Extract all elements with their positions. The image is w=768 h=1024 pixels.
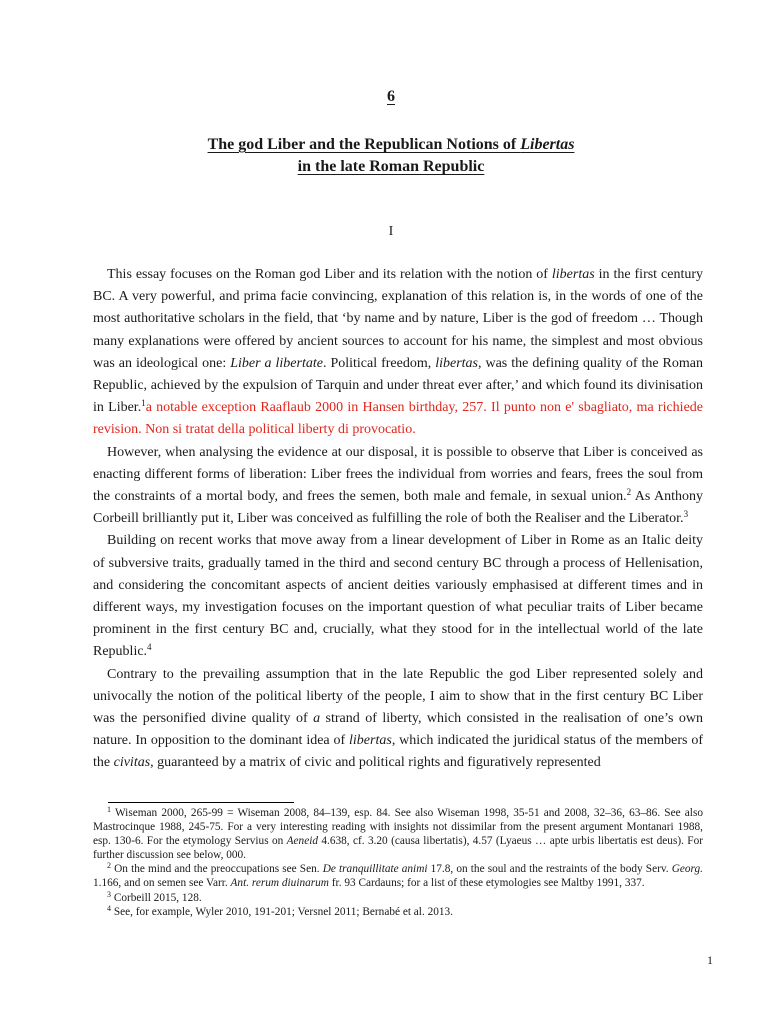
text-run: This essay focuses on the Roman god Liber and its relation with the notion of (107, 267, 552, 282)
text-run: On the mind and the preoccupations see Sen. (111, 863, 323, 876)
text-run: fr. 93 Cardauns; for a list of these etymologies see Maltby 1991, 337. (328, 877, 645, 890)
italic-run: libertas (551, 267, 595, 282)
title-line-1 (0, 134, 768, 156)
red-annotation: a notable exception Raaflaub 2000 in Hansen birthday, 257. Il punto non e' sbagliato, ma richiede revision. Non si tratat della political liberty di provocatio. (93, 400, 704, 438)
footnote-number: 4 (107, 903, 111, 913)
chapter-title (0, 134, 768, 178)
footnote-number: 2 (107, 861, 111, 871)
text-run: However, when analysing the evidence at our disposal, it is possible to observe that Liber is conceived as enacting different forms of liberation: Liber frees the individual from worries and fears, frees the soul from the constraints of a mortal body, and frees the semen, both male and female, in sexual union. (93, 444, 703, 505)
text-run: Contrary to the prevailing assumption that in the late Republic the god Liber represented solely and univocally the notion of the political liberty of the people, I aim to show that in the first century BC Liber was the personified divine quality of (93, 666, 703, 727)
title-text: The god Liber and the Republican Notions of (207, 136, 521, 153)
page-number: 1 (707, 953, 713, 967)
footnote-number: 3 (107, 889, 111, 899)
paragraph-4 (93, 664, 703, 775)
section-number: I (388, 224, 394, 239)
body-text (93, 264, 703, 775)
text-run: 1.166, and on semen see Varr. (93, 877, 231, 890)
paragraph-3 (93, 530, 703, 663)
text-run: , guaranteed by a matrix of civic and political rights and figuratively represented (150, 755, 601, 771)
text-run: Wiseman 2000, 265-99 = Wiseman 2008, 84–139, esp. 84. See also Wiseman 1998, 35-51 and 2008, 32–36, 63–86. See also Mastrocinque 1988, 245-75. For a very interesting reading with insights not dissimilar from the present argument Montanari 1988, esp. 130-6. For the etymology Servius on (93, 807, 703, 848)
footnote-ref-3[interactable]: 3 (683, 509, 689, 520)
footnote-number: 1 (107, 805, 111, 814)
text-run: , which indicated the juridical status of the members of the (93, 733, 703, 771)
text-run: As Anthony Corbeill brilliantly put it, Liber was conceived as fulfilling the role of both the Realiser and the Liberator. (93, 489, 703, 527)
footnote-1 (93, 806, 703, 862)
italic-run: Liber a libertate (230, 355, 323, 371)
text-run: Building on recent works that move away from a linear development of Liber in Rome as an Italic deity of subversive traits, gradually tamed in the third and second century BC through a process of Hellenisation, and considering the concomitant aspects of ancient deities variously emphasised at different times and in different ways, my investigation focuses on the important question of what peculiar traits of Liber became prominent in the first century BC and, crucially, what they stood for in the intellectual world of the late Republic. (93, 533, 703, 660)
italic-run: civitas (113, 755, 151, 771)
paragraph-2 (93, 442, 703, 531)
paragraph-1 (93, 264, 703, 442)
footnote-ref-1[interactable]: 1 (141, 398, 146, 409)
text-run: strand of liberty, which consisted in the realisation of one’s own nature. In opposition to the dominant idea of (93, 711, 703, 749)
footnote-3 (93, 891, 703, 905)
footnote-2 (93, 862, 703, 890)
italic-run: libertas (349, 733, 392, 749)
footnote-ref-4[interactable]: 4 (147, 642, 152, 653)
text-run: See, for example, Wyler 2010, 191-201; Versnel 2011; Bernabé et al. 2013. (111, 905, 454, 918)
italic-run: Aeneid (286, 835, 318, 848)
title-line-2 (0, 156, 768, 178)
text-run: Corbeill 2015, 128. (111, 891, 202, 904)
italic-run: libertas (435, 355, 478, 371)
footnote-ref-2[interactable]: 2 (626, 487, 632, 498)
text-run: in the first century BC. A very powerful, and prima facie convincing, explanation of this relation is, in the words of one of the most authoritative scholars in the field, that ‘by name and by nature, Liber is the god of freedom … Though many explanations were offered by ancient sources to account for his name, the simplest and most obvious was an ideological one: (93, 267, 703, 371)
chapter-number: 6 (387, 88, 395, 105)
italic-run: Ant. rerum diuinarum (230, 877, 329, 890)
text-run: , was the defining quality of the Roman Republic, achieved by the expulsion of Tarquin and under threat ever after,’ and which found its divinisation in Liber. (93, 355, 703, 416)
footnote-4 (93, 905, 703, 919)
footnotes (93, 806, 703, 919)
footnote-divider (108, 802, 294, 803)
text-run: . Political freedom, (322, 355, 436, 371)
text-run: 4.638, cf. 3.20 (causa libertatis), 4.57 (Lyaeus … apte urbis libertatis est deus). For further discussion see below, 000. (93, 835, 703, 862)
italic-run: Georg. (671, 863, 703, 876)
text-run: 17.8, on the soul and the restraints of the body Serv. (427, 863, 672, 876)
title-subtext: in the late Roman Republic (297, 158, 485, 175)
title-italic-term: Libertas (520, 136, 575, 153)
italic-run: De tranquillitate animi (322, 863, 428, 876)
italic-run: a (313, 711, 321, 727)
